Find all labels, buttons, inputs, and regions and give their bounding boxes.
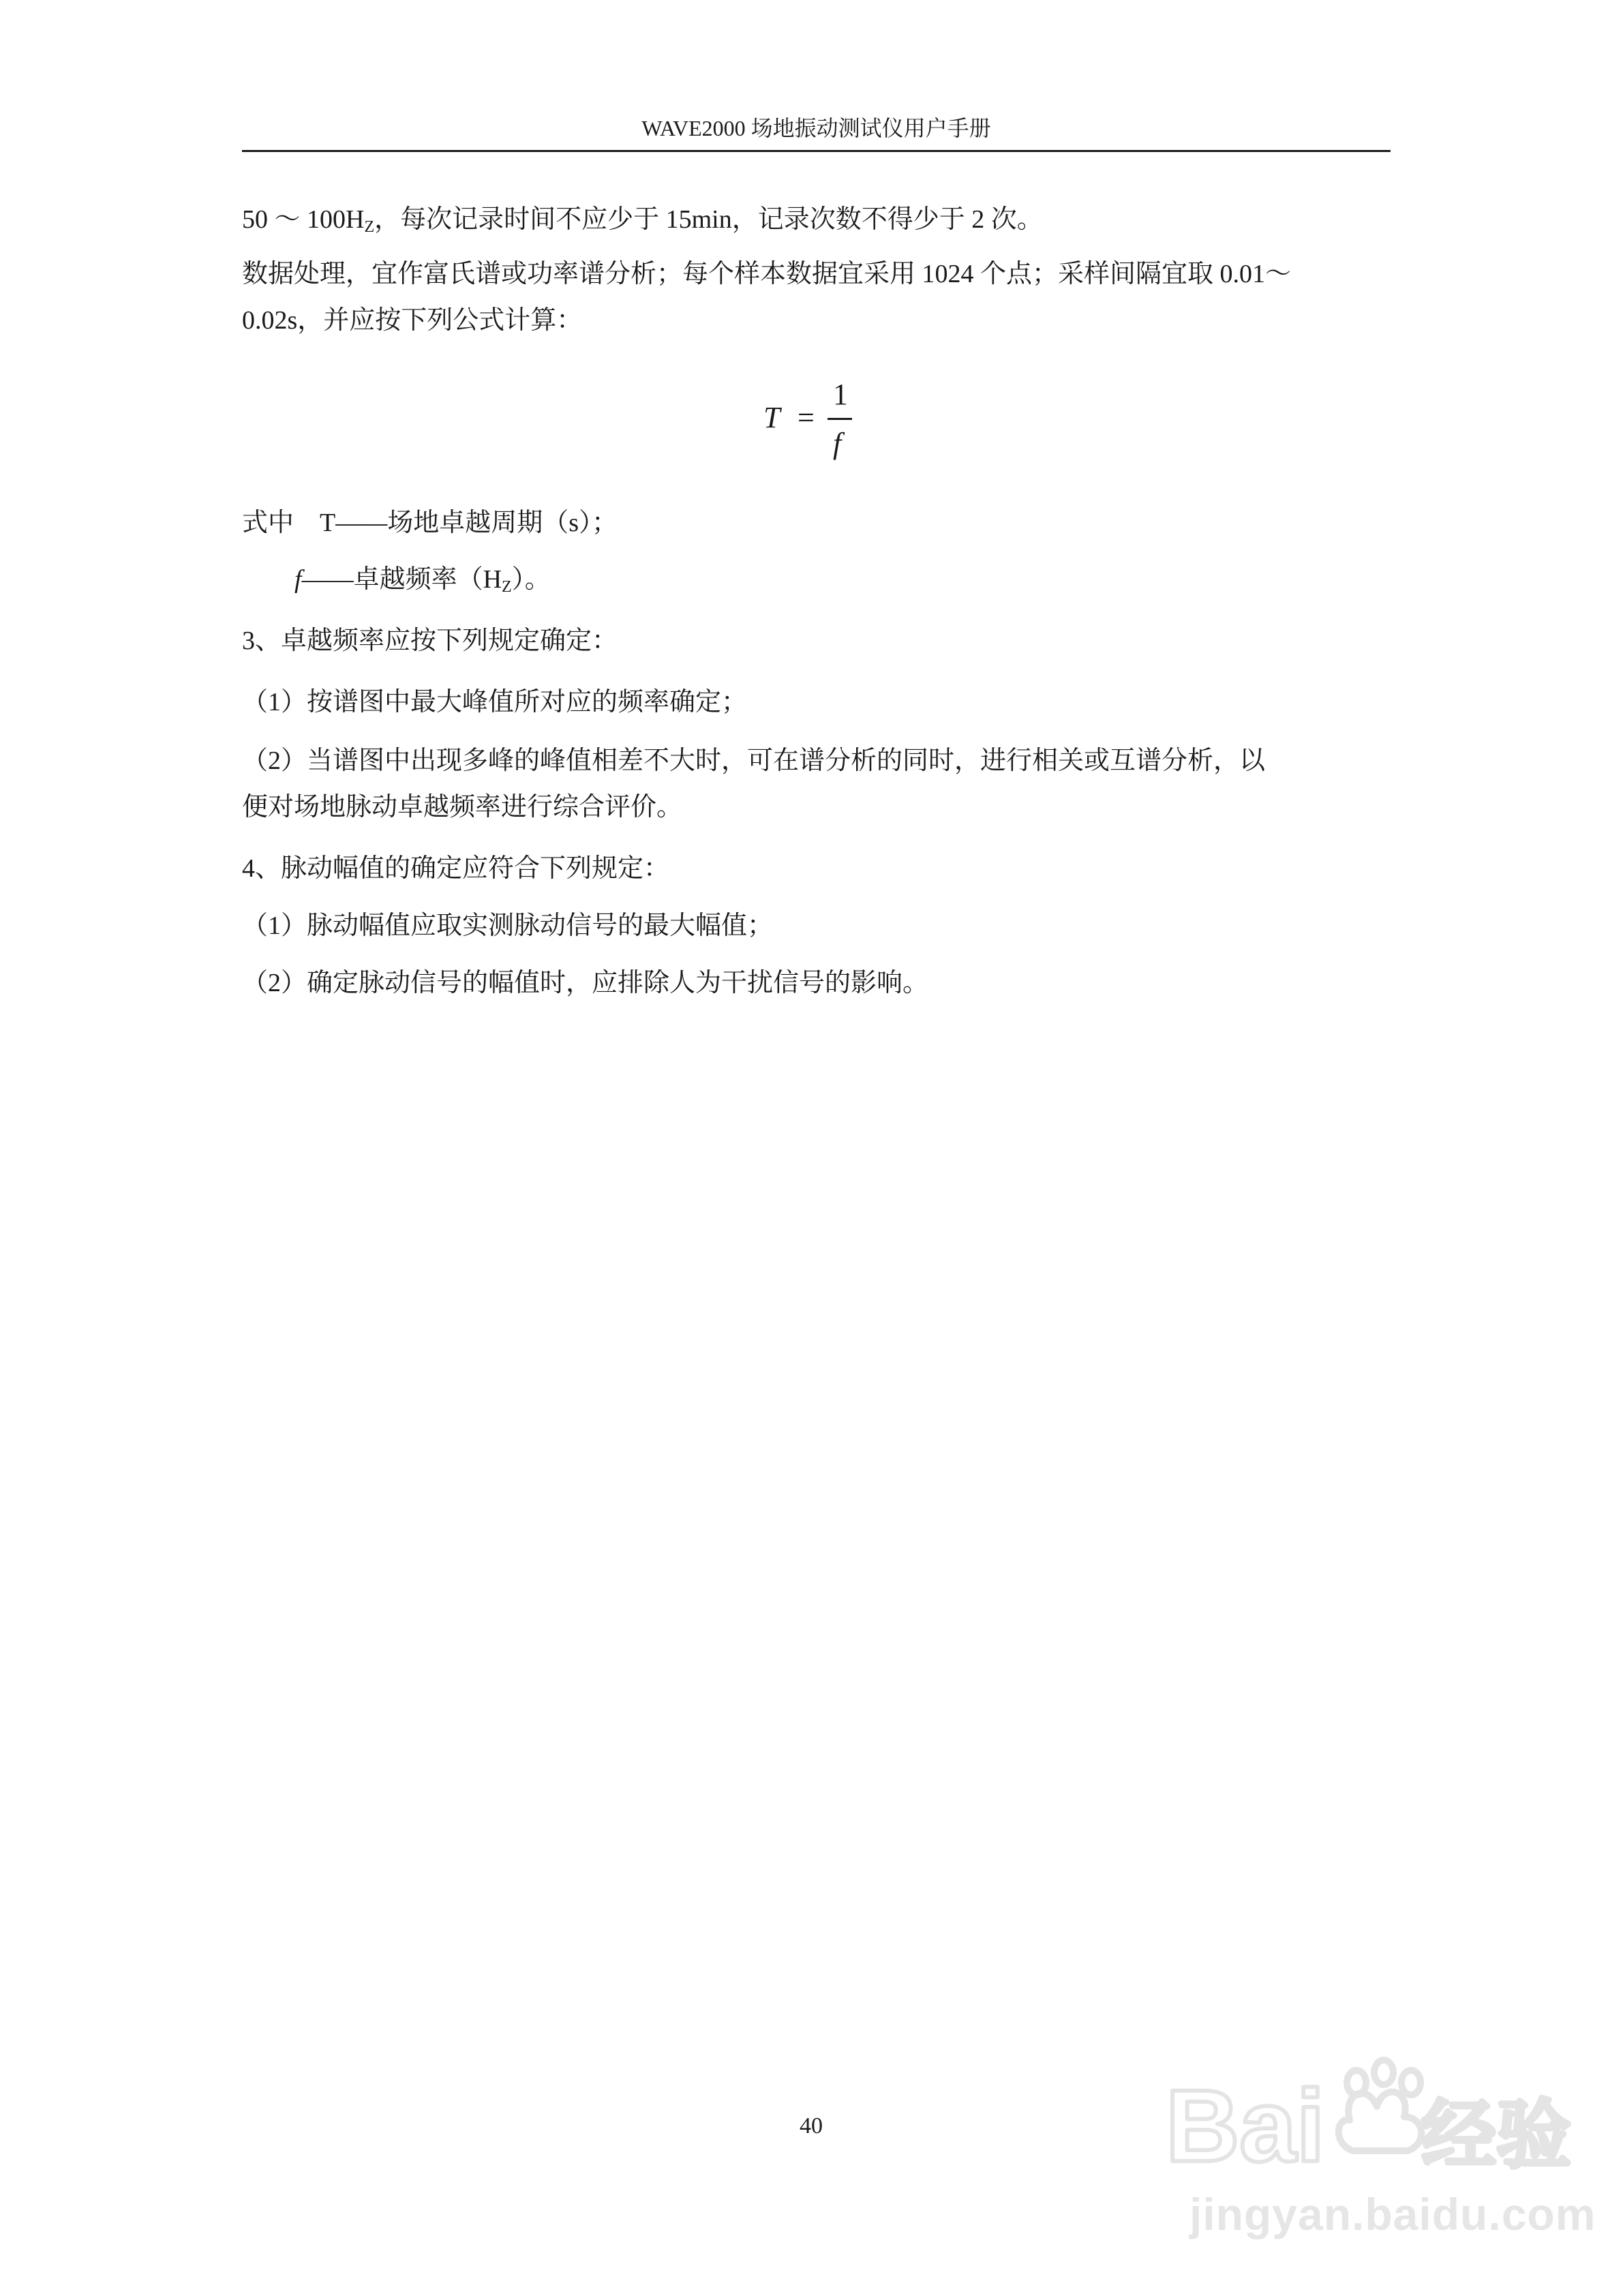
text: ——卓越频率（H (301, 565, 502, 594)
watermark-url: jingyan.baidu.com (1189, 2189, 1596, 2239)
definition-f (294, 563, 551, 603)
section-4-item-1: （1）脉动幅值应取实测脉动信号的最大幅值； (242, 911, 774, 940)
paragraph-data-processing-1: 数据处理，宜作富氏谱或功率谱分析；每个样本数据宜采用 1024 个点；采样间隔宜取 0.01～ (242, 260, 1292, 288)
symbol-f: f (294, 565, 302, 594)
paragraph-data-processing-2: 0.02s，并应按下列公式计算： (242, 306, 583, 335)
formula-denominator: f (833, 427, 842, 460)
baidu-watermark (1152, 2045, 1596, 2250)
section-3-heading: 3、卓越频率应按下列规定确定： (242, 626, 618, 655)
subscript: Z (502, 578, 512, 596)
header-rule (242, 150, 1391, 152)
text: 50 ～ 100H (242, 205, 365, 234)
formula (757, 378, 859, 467)
formula-lhs: T (763, 401, 780, 434)
subscript: Z (364, 218, 375, 236)
text: ）。 (511, 565, 551, 594)
section-4-heading: 4、脉动幅值的确定应符合下列规定： (242, 854, 670, 883)
formula-numerator: 1 (833, 378, 848, 411)
formula-equals: = (798, 401, 815, 434)
paragraph-frequency-range (242, 203, 1043, 243)
section-3-item-2-line-2: 便对场地脉动卓越频率进行综合评价。 (242, 793, 683, 821)
header-title: WAVE2000 场地振动测试仪用户手册 (641, 116, 991, 140)
section-4-item-2: （2）确定脉动信号的幅值时，应排除人为干扰信号的影响。 (242, 969, 929, 997)
text: ，每次记录时间不应少于 15min，记录次数不得少于 2 次。 (374, 205, 1043, 234)
definition-t: 式中 T——场地卓越周期（s）； (242, 509, 618, 537)
section-3-item-2-line-1: （2）当谱图中出现多峰的峰值相差不大时，可在谱分析的同时，进行相关或互谱分析，以 (242, 746, 1266, 775)
section-3-item-1: （1）按谱图中最大峰值所对应的频率确定； (242, 688, 748, 716)
fraction-bar (828, 418, 852, 420)
svg-text:Bai: Bai (1166, 2068, 1325, 2183)
baidu-jingyan-logo-icon (1152, 2045, 1571, 2188)
svg-text:经验: 经验 (1421, 2091, 1571, 2179)
page-number: 40 (800, 2113, 823, 2139)
